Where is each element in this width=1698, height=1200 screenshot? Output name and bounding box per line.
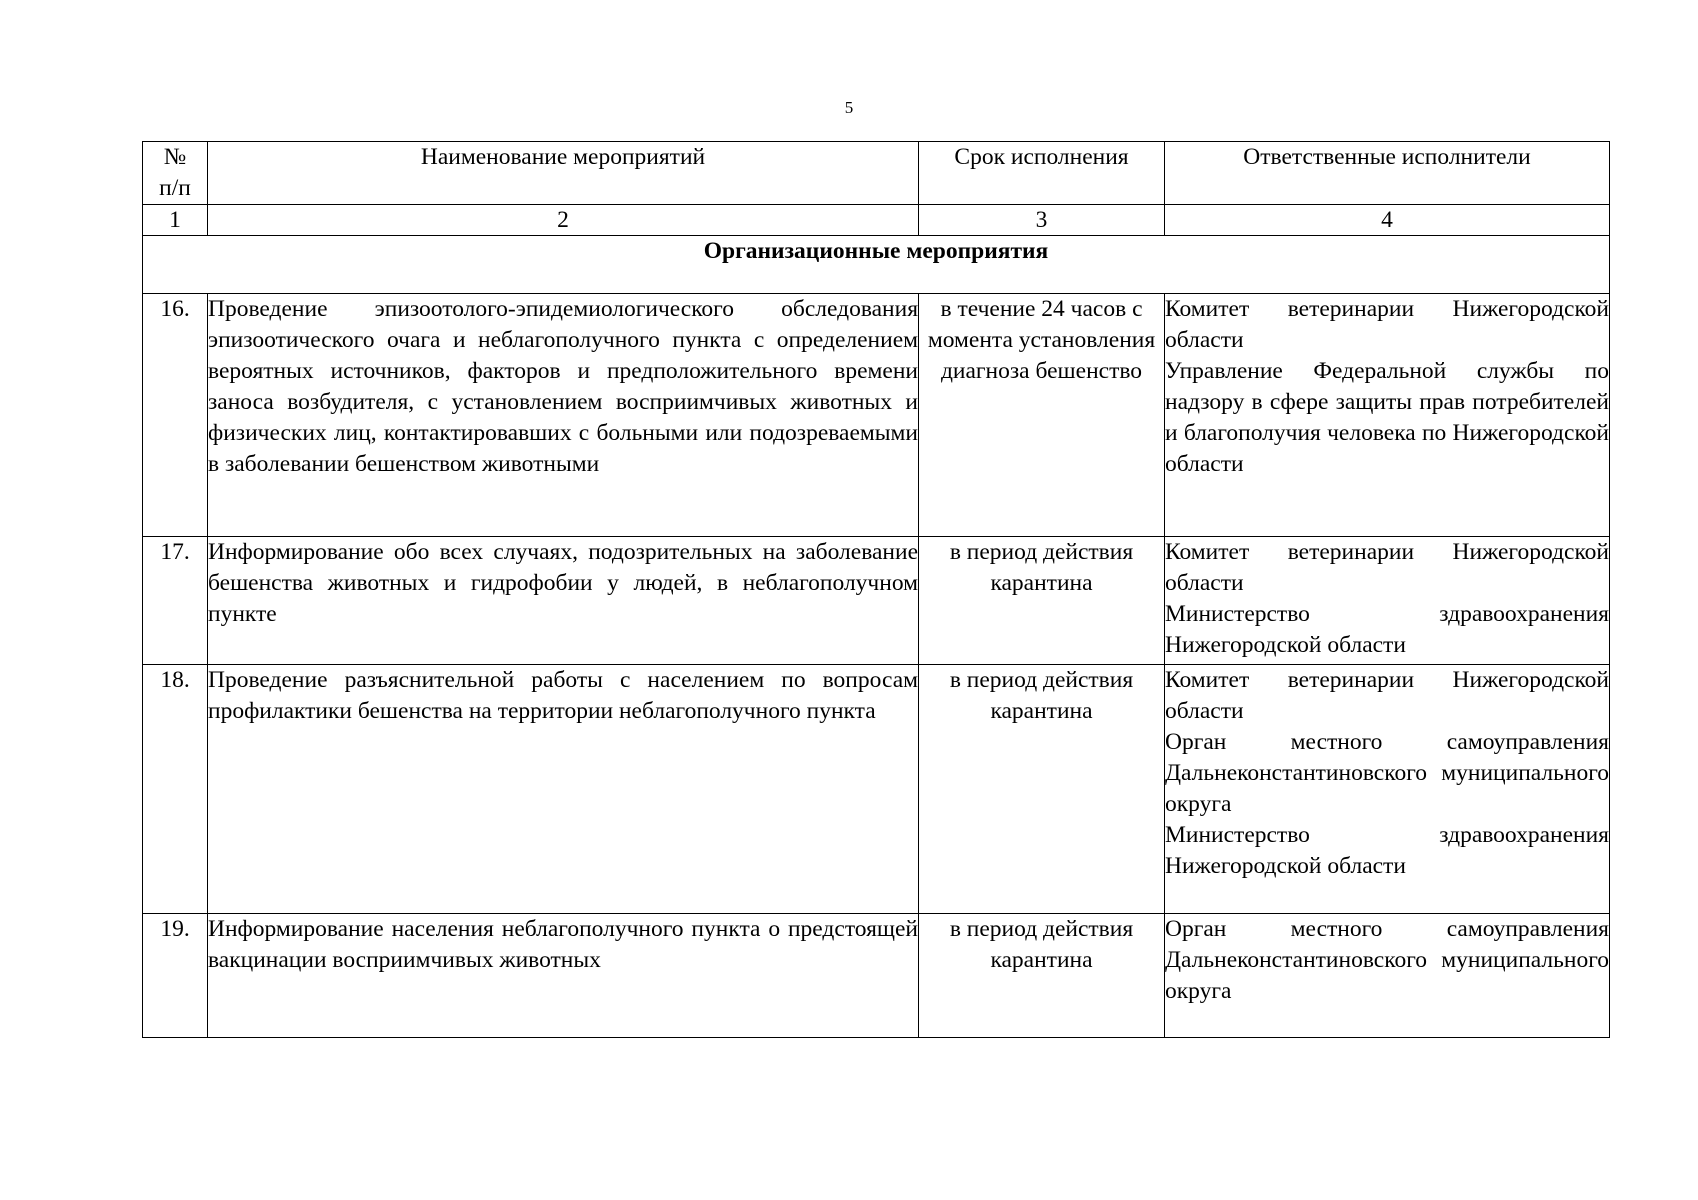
measure-term: в течение 24 часов с момента установления диагноза бешенство: [919, 294, 1165, 537]
row-number: 18.: [143, 665, 208, 914]
responsible-entity: Управление Федеральной службы по надзору в сфере защиты прав потребителей и благополучия человека по Нижегородской области: [1165, 358, 1609, 477]
responsible-entity: Комитет ветеринарии Нижегородской области: [1165, 296, 1609, 353]
table-row: [143, 294, 1610, 537]
table-row: [143, 537, 1610, 665]
responsible-entity: Орган местного самоуправления Дальнеконстантиновского муниципального округа: [1165, 729, 1609, 817]
responsible-entity: Комитет ветеринарии Нижегородской области: [1165, 667, 1609, 724]
measure-term: в период действия карантина: [919, 665, 1165, 914]
measure-name: Проведение разъяснительной работы с населением по вопросам профилактики бешенства на территории неблагополучного пункта: [208, 665, 919, 914]
row-number: 16.: [143, 294, 208, 537]
header-number: [143, 142, 208, 205]
header-term: Срок исполнения: [919, 142, 1165, 205]
measure-name: Проведение эпизоотолого-эпидемиологического обследования эпизоотического очага и неблагополучного пункта с определением вероятных источников, факторов и предположительного времени заноса возбудителя, с установлением восприимчивых животных и физических лиц, контактировавших с больными или подозреваемыми в заболевании бешенством животными: [208, 294, 919, 537]
column-index: 4: [1165, 205, 1610, 236]
section-title: Организационные мероприятия: [143, 236, 1610, 294]
table-row: [143, 914, 1610, 1038]
header-responsible: Ответственные исполнители: [1165, 142, 1610, 205]
header-number-abbr: п/п: [159, 175, 191, 201]
section-row: [143, 236, 1610, 294]
measure-name: Информирование населения неблагополучного пункта о предстоящей вакцинации восприимчивых животных: [208, 914, 919, 1038]
header-measure-name: Наименование мероприятий: [208, 142, 919, 205]
measure-term: в период действия карантина: [919, 537, 1165, 665]
measure-responsible: [1165, 914, 1610, 1038]
column-index-row: [143, 205, 1610, 236]
table-row: [143, 665, 1610, 914]
responsible-entity: Министерство здравоохранения Нижегородской области: [1165, 601, 1609, 658]
row-number: 17.: [143, 537, 208, 665]
column-index: 3: [919, 205, 1165, 236]
measures-table: [142, 141, 1610, 1038]
row-number: 19.: [143, 914, 208, 1038]
responsible-entity: Комитет ветеринарии Нижегородской области: [1165, 539, 1609, 596]
responsible-entity: Министерство здравоохранения Нижегородской области: [1165, 822, 1609, 879]
measure-name: Информирование обо всех случаях, подозрительных на заболевание бешенства животных и гидрофобии у людей, в неблагополучном пункте: [208, 537, 919, 665]
page-number: 5: [844, 98, 854, 117]
responsible-entity: Орган местного самоуправления Дальнеконстантиновского муниципального округа: [1165, 916, 1609, 1004]
measure-term: в период действия карантина: [919, 914, 1165, 1038]
column-index: 1: [143, 205, 208, 236]
measure-responsible: [1165, 294, 1610, 537]
measure-responsible: [1165, 665, 1610, 914]
measure-responsible: [1165, 537, 1610, 665]
header-number-sign: №: [163, 144, 187, 170]
column-index: 2: [208, 205, 919, 236]
header-row: [143, 142, 1610, 205]
